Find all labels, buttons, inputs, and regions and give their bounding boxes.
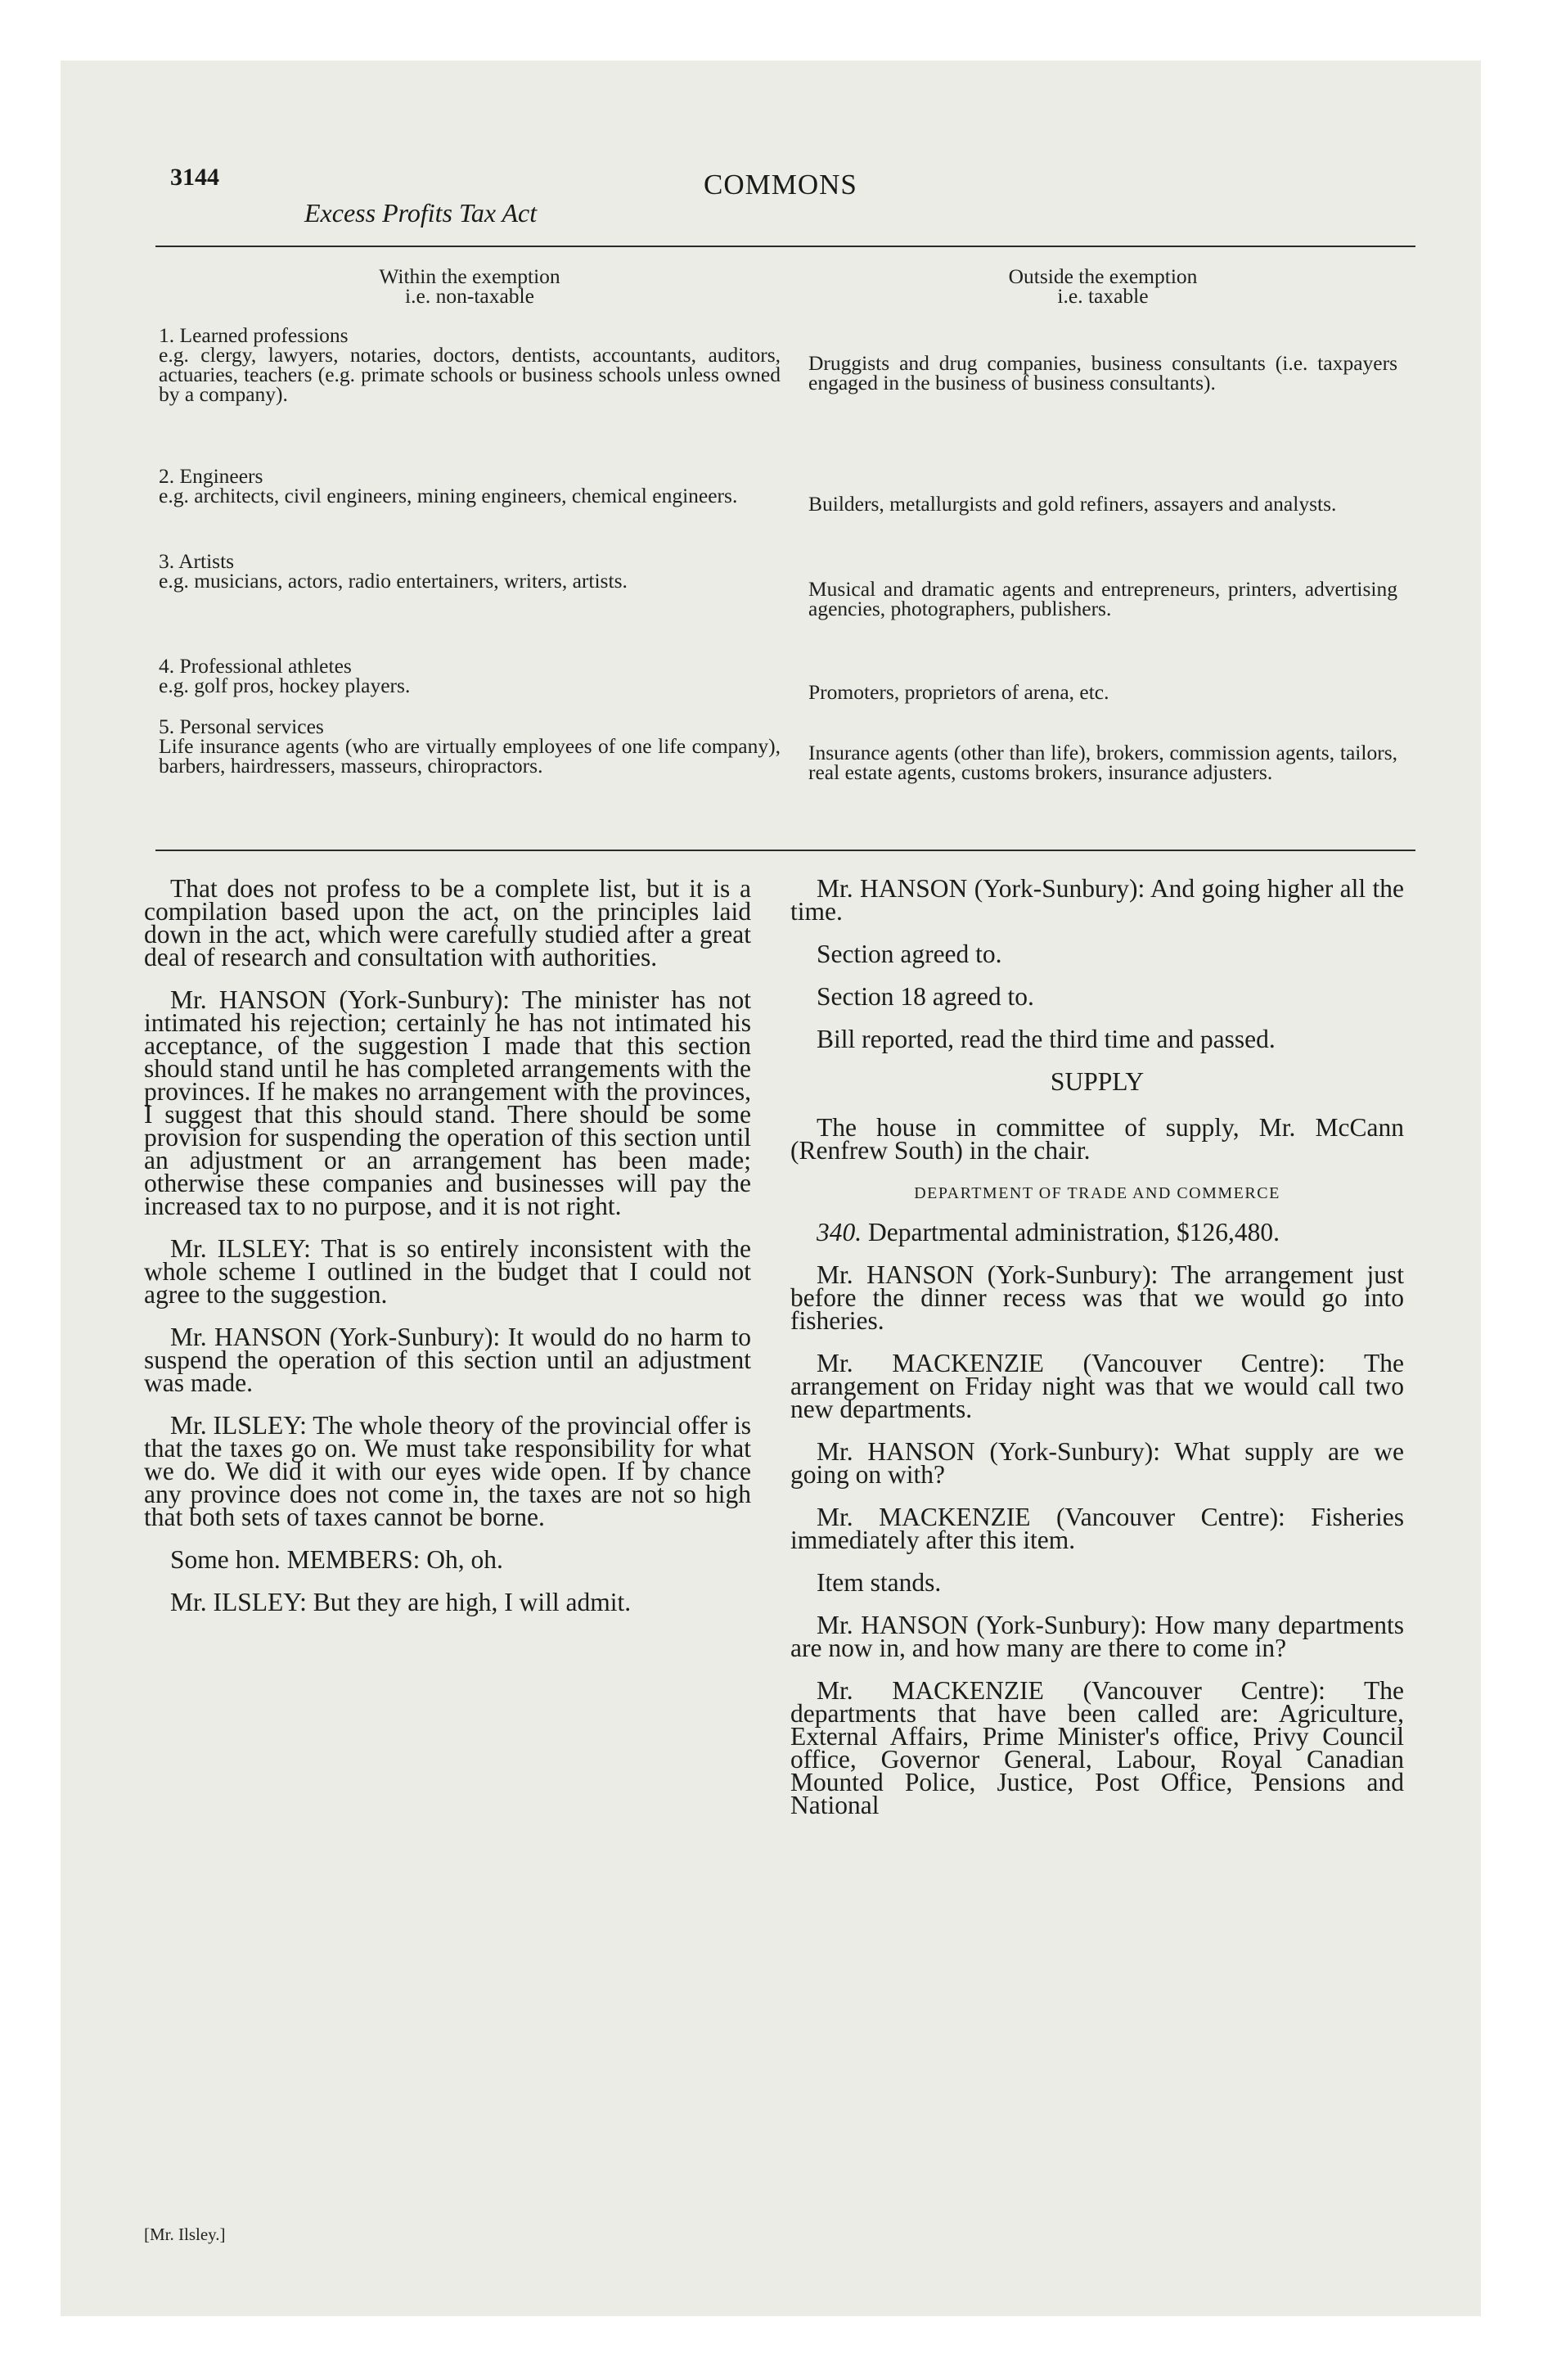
paragraph: Mr. ILSLEY: The whole theory of the provincial offer is that the taxes go on. We must take responsibility for what we do. We did it with our eyes wide open. If by chance any province does not come in, the taxes are not so high that both sets of taxes cannot be borne. (144, 1411, 751, 1531)
paragraph: Section agreed to. (817, 940, 1002, 968)
table-row (159, 464, 781, 507)
table-row (159, 656, 781, 696)
left-heading-line1: Within the exemption (379, 264, 560, 288)
estimate-item (790, 1218, 1404, 1246)
paragraph: Mr. HANSON (York-Sunbury): The arrangement just before the dinner recess was that we would go into fisheries. (790, 1260, 1404, 1335)
paragraph: Mr. HANSON (York-Sunbury): What supply are we going on with? (790, 1437, 1404, 1489)
paragraph: That does not profess to be a complete list, but it is a compilation based upon the act, on the principles laid down in the act, which were carefully studied after a great deal of research and consultation with authorities. (144, 874, 751, 971)
row-category: 2. Engineers (159, 464, 263, 488)
table-row (159, 714, 781, 778)
paragraph: Mr. MACKENZIE (Vancouver Centre): The arrangement on Friday night was that we would call two new departments. (790, 1349, 1404, 1423)
section-title: Excess Profits Tax Act (304, 198, 538, 228)
paragraph: Mr. MACKENZIE (Vancouver Centre): Fisheries immediately after this item. (790, 1503, 1404, 1554)
paragraph: Some hon. MEMBERS: Oh, oh. (170, 1545, 503, 1574)
department-heading: DEPARTMENT OF TRADE AND COMMERCE (914, 1184, 1280, 1202)
paragraph: Item stands. (817, 1568, 942, 1597)
paragraph: Mr. ILSLEY: That is so entirely inconsistent with the whole scheme I outlined in the budget that I could not agree to the suggestion. (144, 1234, 751, 1309)
paragraph: Section 18 agreed to. (817, 982, 1034, 1011)
table-row (808, 494, 1397, 514)
table-row (159, 549, 781, 593)
row-left-text: e.g. architects, civil engineers, mining engineers, chemical engineers. (159, 484, 738, 507)
row-left-text: Life insurance agents (who are virtually employees of one life company), barbers, hairdressers, masseurs, chiropractors. (159, 734, 781, 778)
paragraph: Mr. HANSON (York-Sunbury): And going higher all the time. (790, 874, 1404, 926)
left-heading-line2: i.e. non-taxable (405, 284, 534, 308)
right-heading-line2: i.e. taxable (1057, 284, 1149, 308)
item-number: 340. (817, 1218, 862, 1246)
table-row (808, 743, 1397, 782)
right-column (790, 874, 1404, 1837)
left-column (144, 874, 751, 1634)
table-row (159, 323, 781, 406)
right-heading-line1: Outside the exemption (1008, 264, 1198, 288)
header-rule (155, 246, 1415, 247)
page-number: 3144 (170, 164, 219, 191)
row-category: 5. Personal services (159, 714, 324, 738)
running-head: COMMONS (704, 169, 857, 201)
table-row (808, 579, 1397, 619)
row-category: 4. Professional athletes (159, 654, 352, 678)
speaker-footer: [Mr. Ilsley.] (144, 2224, 226, 2244)
row-right-text: Insurance agents (other than life), brokers, commission agents, tailors, real estate agents, customs brokers, insurance adjusters. (808, 741, 1397, 784)
row-left-text: e.g. golf pros, hockey players. (159, 674, 411, 697)
table-rule (155, 850, 1415, 851)
paragraph: The house in committee of supply, Mr. McCann (Renfrew South) in the chair. (790, 1113, 1404, 1165)
row-right-text: Builders, metallurgists and gold refiners, assayers and analysts. (808, 492, 1337, 516)
item-text: Departmental administration, $126,480. (868, 1218, 1280, 1246)
row-left-text: e.g. musicians, actors, radio entertainers, writers, artists. (159, 569, 628, 593)
table-right-column (808, 264, 1397, 784)
paragraph: Mr. HANSON (York-Sunbury): It would do no harm to suspend the operation of this section until an adjustment was made. (144, 1323, 751, 1397)
paragraph: Mr. HANSON (York-Sunbury): How many departments are now in, and how many are there to come in? (790, 1611, 1404, 1662)
row-right-text: Musical and dramatic agents and entrepreneurs, printers, advertising agencies, photographers, publishers. (808, 577, 1397, 620)
row-right-text: Druggists and drug companies, business consultants (i.e. taxpayers engaged in the business of business consultants). (808, 351, 1397, 394)
supply-heading: SUPPLY (1050, 1067, 1145, 1096)
table-row (808, 351, 1397, 394)
table-row (808, 680, 1397, 704)
paragraph: Mr. HANSON (York-Sunbury): The minister has not intimated his rejection; certainly he has not intimated his acceptance, of the suggestion I made that this section should stand until he has completed arrangements with the provinces. If he makes no arrangement with the provinces, I suggest that this should stand. There should be some provision for suspending the operation of this section until an adjustment or an arrangement has been made; otherwise these companies and businesses will pay the increased tax to no purpose, and it is not right. (144, 985, 751, 1220)
row-category: 3. Artists (159, 549, 235, 573)
paragraph: Mr. ILSLEY: But they are high, I will admit. (170, 1588, 632, 1616)
paragraph: Bill reported, read the third time and passed. (817, 1025, 1276, 1053)
table-left-column (159, 264, 781, 778)
row-category: 1. Learned professions (159, 323, 349, 347)
row-right-text: Promoters, proprietors of arena, etc. (808, 680, 1109, 704)
paragraph: Mr. MACKENZIE (Vancouver Centre): The departments that have been called are: Agriculture, External Affairs, Prime Minister's office, Privy Council office, Governor General, Labour, Royal Canadian Mounted Police, Justice, Post Office, Pensions and National (790, 1676, 1404, 1819)
row-left-text: e.g. clergy, lawyers, notaries, doctors, dentists, accountants, auditors, actuaries, teachers (e.g. primate schools or business schools unless owned by a company). (159, 343, 781, 406)
